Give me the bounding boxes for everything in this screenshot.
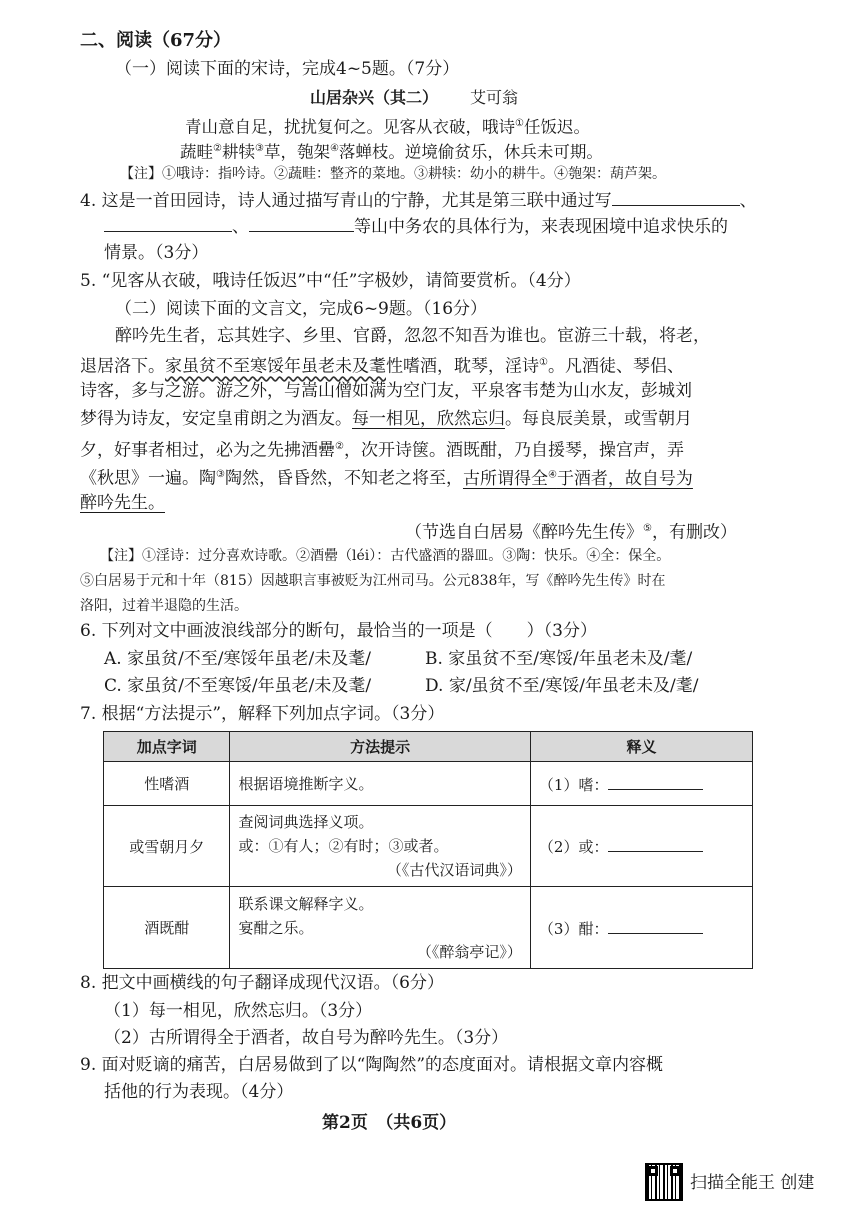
underlined-sentence-2: 古所谓得全④于酒者，故自号为 (462, 468, 693, 489)
scanner-watermark: 扫描全能王 创建 (690, 1173, 815, 1193)
poem-author: 艾可翁 (470, 88, 519, 107)
column-header: 方法提示 (230, 732, 530, 762)
underlined-sentence-1: 每一相见，欣然忘归 (352, 409, 505, 429)
word-cell: 或雪朝月夕 (104, 806, 230, 887)
column-header: 释义 (530, 732, 752, 762)
part2-intro: （二）阅读下面的文言文，完成6~9题。（16分） (115, 299, 488, 319)
page-number: 第2页 （共6页） (322, 1113, 457, 1133)
question-7-stem: 7. 根据“方法提示”，解释下列加点字词。（3分） (80, 704, 445, 724)
poem-line-1: 青山意自足，扰扰复何之。见客从衣破，哦诗①任饭迟。 (185, 117, 590, 137)
prose-line-3: 诗客，多与之游。游之外，与嵩山僧如满为空门友，平泉客韦楚为山水友，彭城刘 (80, 381, 692, 401)
prose-line-2: 退居洛下。家虽贫不至寒馁年虽老未及耄性嗜酒，耽琴，淫诗①。凡酒徒、琴侣、 (80, 356, 684, 377)
question-4-line-1: 4. 这是一首田园诗，诗人通过描写青山的宁静，尤其是第三联中通过写 、 (80, 191, 757, 211)
answer-blank[interactable] (612, 189, 740, 206)
answer-blank[interactable] (104, 215, 232, 232)
option-c[interactable]: C. 家虽贫/不至寒馁/年虽老/未及耄/ (104, 676, 372, 696)
prose-line-6: 《秋思》一遍。陶③陶然，昏昏然，不知老之将至，古所谓得全④于酒者，故自号为 (80, 468, 693, 489)
question-4-line-3: 情景。（3分） (104, 243, 209, 263)
question-9-line-2: 括他的行为表现。（4分） (104, 1082, 294, 1102)
answer-blank[interactable] (608, 917, 703, 934)
answer-cell: （1）嗜： (530, 762, 752, 806)
table-row (104, 762, 753, 806)
answer-blank[interactable] (608, 835, 703, 852)
hint-cell: 查阅词典选择义项。 或：①有人；②有时；③或者。 （《古代汉语词典》） (230, 806, 530, 887)
source-citation: （节选自白居易《醉吟先生传》⑤，有删改） (405, 522, 737, 543)
question-6-stem: 6. 下列对文中画波浪线部分的断句，最恰当的一项是（ ）（3分） (80, 621, 597, 641)
poem-title: 山居杂兴（其二） (310, 88, 439, 107)
question-8-stem: 8. 把文中画横线的句子翻译成现代汉语。（6分） (80, 973, 444, 993)
column-header: 加点字词 (104, 732, 230, 762)
answer-blank[interactable] (249, 215, 354, 232)
question-8-part-1: （1）每一相见，欣然忘归。（3分） (104, 1001, 373, 1021)
question-5: 5. “见客从衣破，哦诗任饭迟”中“任”字极妙，请简要赏析。（4分） (80, 271, 581, 291)
prose-line-4: 梦得为诗友，安定皇甫朗之为酒友。每一相见，欣然忘归。每良辰美景，或雪朝月 (80, 409, 692, 429)
table-row (104, 887, 753, 969)
question-8-part-2: （2）古所谓得全于酒者，故自号为醉吟先生。（3分） (104, 1028, 509, 1048)
answer-cell: （3）酣： (530, 887, 752, 969)
word-cell: 酒既酣 (104, 887, 230, 969)
table-row (104, 806, 753, 887)
option-b[interactable]: B. 家虽贫不至/寒馁/年虽老未及/耄/ (425, 649, 693, 669)
method-table (103, 731, 753, 969)
poem-note: 【注】①哦诗：指吟诗。②蔬畦：整齐的菜地。③耕犊：幼小的耕牛。④匏架：葫芦架。 (120, 166, 666, 182)
prose-note-1: 【注】①淫诗：过分喜欢诗歌。②酒罍（léi）：古代盛酒的器皿。③陶：快乐。④全：保全。 (100, 548, 671, 564)
option-a[interactable]: A. 家虽贫/不至/寒馁年虽老/未及耄/ (104, 649, 371, 669)
qr-code-icon (645, 1163, 683, 1201)
word-cell: 性嗜酒 (104, 762, 230, 806)
prose-line-1: 醉吟先生者，忘其姓字、乡里、官爵，忽忽不知吾为谁也。宦游三十载，将老， (115, 326, 710, 346)
prose-line-7: 醉吟先生。 (80, 493, 165, 513)
wavy-underlined-text: 家虽贫不至寒馁年虽老未及耄 (165, 356, 386, 377)
prose-note-2: ⑤白居易于元和十年（815）因越职言事被贬为江州司马。公元838年，写《醉吟先生传》时在 (80, 573, 666, 589)
poem-line-2: 蔬畦②耕犊③草，匏架④落蝉枝。逆境偷贫乐，休兵未可期。 (180, 142, 603, 162)
hint-cell: 根据语境推断字义。 (230, 762, 530, 806)
section-heading: 二、阅读（67分） (80, 30, 232, 51)
prose-note-3: 洛阳，过着半退隐的生活。 (80, 598, 248, 614)
answer-cell: （2）或： (530, 806, 752, 887)
question-9-line-1: 9. 面对贬谪的痛苦，白居易做到了以“陶陶然”的态度面对。请根据文章内容概 (80, 1055, 664, 1075)
prose-line-5: 夕，好事者相过，必为之先拂酒罍②，次开诗箧。酒既酣，乃自援琴，操宫声，弄 (80, 440, 684, 461)
table-header-row (104, 732, 753, 762)
hint-cell: 联系课文解释字义。 宴酣之乐。 （《醉翁亭记》） (230, 887, 530, 969)
part1-intro: （一）阅读下面的宋诗，完成4~5题。（7分） (115, 59, 460, 79)
option-d[interactable]: D. 家/虽贫不至/寒馁/年虽老未及/耄/ (425, 676, 699, 696)
answer-blank[interactable] (608, 773, 703, 790)
question-4-line-2: 、 等山中务农的具体行为，来表现困境中追求快乐的 (104, 215, 728, 238)
